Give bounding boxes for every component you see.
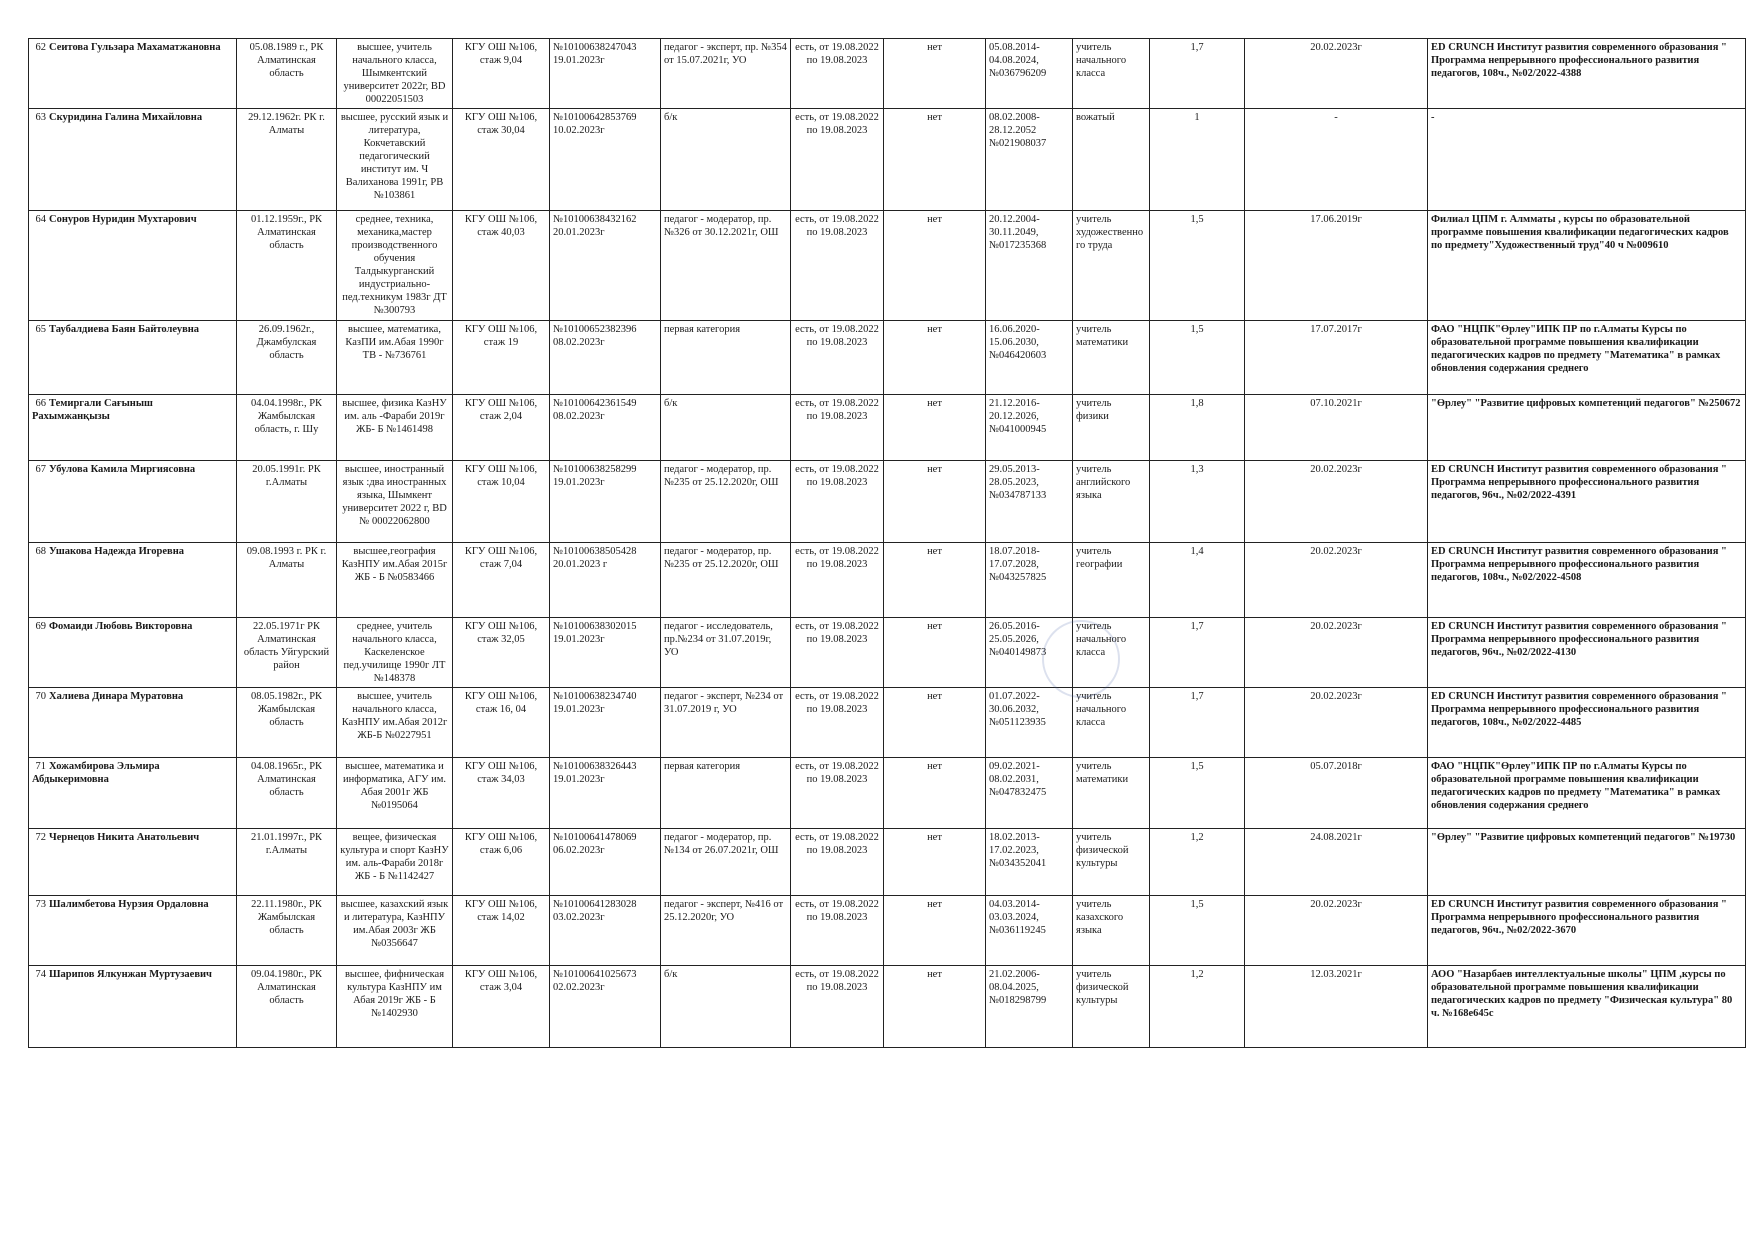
cell-load: 1,7 [1150,618,1245,688]
cell-order: №10100638505428 20.01.2023 г [550,543,661,618]
cell-school: КГУ ОШ №106, стаж 14,02 [453,896,550,966]
cell-order: №10100638302015 19.01.2023г [550,618,661,688]
cell-birth: 21.01.1997г., РК г.Алматы [237,829,337,896]
cell-load: 1,8 [1150,395,1245,461]
cell-other: нет [884,461,986,543]
cell-course-date: 20.02.2023г [1245,688,1428,758]
table-row [29,896,1746,966]
cell-school: КГУ ОШ №106, стаж 7,04 [453,543,550,618]
cell-load: 1,5 [1150,896,1245,966]
cell-school: КГУ ОШ №106, стаж 19 [453,321,550,395]
table-row [29,39,1746,109]
cell-load: 1,2 [1150,829,1245,896]
cell-name [29,896,237,966]
cell-cert: 20.12.2004-30.11.2049, №017235368 [986,211,1073,321]
cell-category: педагог - модератор, пр. №235 от 25.12.2020г, ОШ [661,461,791,543]
cell-course: Филиал ЦПМ г. Алмматы , курсы по образовательной программе повышения квалификации педагогических кадров по предмету"Художественный труд"40 ч №009610 [1428,211,1746,321]
cell-order: №10100652382396 08.02.2023г [550,321,661,395]
cell-course: АОО "Назарбаев интеллектуальные школы" ЦПМ ,курсы по образовательной программе повышения квалификации педагогических кадров по предмету "Физическая культура" 80 ч. №168е645с [1428,966,1746,1048]
cell-school: КГУ ОШ №106, стаж 32,05 [453,618,550,688]
cell-course-date: 20.02.2023г [1245,896,1428,966]
cell-course: ФАО "НЦПК"Өрлеу"ИПК ПР по г.Алматы Курсы по образовательной программе повышения квалификации педагогических кадров по предмету "Математика" в рамках обновления содержания среднего [1428,758,1746,829]
cell-education: высшее, казахский язык и литература, КазНПУ им.Абая 2003г ЖБ №0356647 [337,896,453,966]
teacher-name: Фомаиди Любовь Викторовна [49,621,193,632]
row-number: 67 [35,464,46,475]
cell-education: высшее,география КазНПУ им.Абая 2015г ЖБ - Б №0583466 [337,543,453,618]
cell-birth: 22.05.1971г РК Алматинская область Уйгурский район [237,618,337,688]
cell-school: КГУ ОШ №106, стаж 3,04 [453,966,550,1048]
cell-school: КГУ ОШ №106, стаж 34,03 [453,758,550,829]
cell-cert: 09.02.2021-08.02.2031, №047832475 [986,758,1073,829]
cell-school: КГУ ОШ №106, стаж 9,04 [453,39,550,109]
row-number: 64 [35,214,46,225]
cell-other: нет [884,688,986,758]
teacher-name: Хожамбирова Эльмира Абдыкеримовна [32,761,160,785]
cell-cert: 18.07.2018-17.07.2028, №043257825 [986,543,1073,618]
table-row [29,321,1746,395]
teacher-name: Ушакова Надежда Игоревна [49,546,184,557]
cell-position: учитель казахского языка [1073,896,1150,966]
cell-category: педагог - эксперт, пр. №354 от 15.07.2021г, УО [661,39,791,109]
cell-order: №10100641478069 06.02.2023г [550,829,661,896]
cell-other: нет [884,618,986,688]
cell-course: ED CRUNCH Институт развития современного образования " Программа непрерывного профессионального развития педагогов, 96ч., №02/2022-3670 [1428,896,1746,966]
cell-course: "Өрлеу" "Развитие цифровых компетенций педагогов" №19730 [1428,829,1746,896]
teacher-name: Шалимбетова Нурзия Ордаловна [49,899,209,910]
cell-category: б/к [661,966,791,1048]
cell-cert: 08.02.2008-28.12.2052 №021908037 [986,109,1073,211]
teacher-name: Халиева Динара Муратовна [49,691,184,702]
cell-position: учитель географии [1073,543,1150,618]
cell-position: учитель математики [1073,321,1150,395]
table-row [29,688,1746,758]
cell-other: нет [884,829,986,896]
cell-birth: 08.05.1982г., РК Жамбылская область [237,688,337,758]
cell-education: высшее, русский язык и литература, Кокчетавский педагогический институт им. Ч Валиханова 1991г, РВ №103861 [337,109,453,211]
cell-cert: 01.07.2022-30.06.2032, №051123935 [986,688,1073,758]
cell-attest: есть, от 19.08.2022 по 19.08.2023 [791,321,884,395]
cell-birth: 20.05.1991г. РК г.Алматы [237,461,337,543]
cell-name [29,829,237,896]
cell-position: учитель английского языка [1073,461,1150,543]
cell-name [29,211,237,321]
cell-education: вещее, физическая культура и спорт КазНУ им. аль-Фараби 2018г ЖБ - Б №1142427 [337,829,453,896]
teacher-name: Чернецов Никита Анатольевич [49,832,200,843]
teacher-name: Убулова Камила Миргиясовна [49,464,196,475]
cell-cert: 05.08.2014-04.08.2024, №036796209 [986,39,1073,109]
teacher-name: Сеитова Гульзара Махаматжановна [49,42,221,53]
cell-name [29,688,237,758]
cell-attest: есть, от 19.08.2022 по 19.08.2023 [791,395,884,461]
cell-other: нет [884,966,986,1048]
cell-category: первая категория [661,758,791,829]
cell-attest: есть, от 19.08.2022 по 19.08.2023 [791,758,884,829]
cell-course: - [1428,109,1746,211]
teacher-name: Скуридина Галина Михайловна [49,112,203,123]
cell-load: 1,5 [1150,758,1245,829]
cell-category: педагог - модератор, пр. №235 от 25.12.2020г, ОШ [661,543,791,618]
cell-education: среднее, техника, механика,мастер производственного обучения Талдыкурганский индустриально-пед.техникум 1983г ДТ №300793 [337,211,453,321]
cell-load: 1,7 [1150,39,1245,109]
cell-birth: 09.08.1993 г. РК г. Алматы [237,543,337,618]
table-row [29,618,1746,688]
teacher-name: Таубалдиева Баян Байтолеувна [49,324,200,335]
cell-attest: есть, от 19.08.2022 по 19.08.2023 [791,829,884,896]
cell-school: КГУ ОШ №106, стаж 30,04 [453,109,550,211]
cell-attest: есть, от 19.08.2022 по 19.08.2023 [791,461,884,543]
cell-course-date: 20.02.2023г [1245,39,1428,109]
cell-name [29,395,237,461]
cell-education: высшее, физика КазНУ им. аль -Фараби 2019г ЖБ- Б №1461498 [337,395,453,461]
table-row [29,461,1746,543]
roster-sheet [28,38,1745,1048]
cell-course-date: 17.06.2019г [1245,211,1428,321]
cell-other: нет [884,109,986,211]
teacher-name: Шарипов Ялкунжан Муртузаевич [49,969,212,980]
cell-load: 1,4 [1150,543,1245,618]
cell-course-date: 20.02.2023г [1245,618,1428,688]
cell-load: 1 [1150,109,1245,211]
cell-education: среднее, учитель начального класса, Каскеленское пед.училище 1990г ЛТ №148378 [337,618,453,688]
cell-order: №10100642853769 10.02.2023г [550,109,661,211]
cell-order: №10100641283028 03.02.2023г [550,896,661,966]
cell-attest: есть, от 19.08.2022 по 19.08.2023 [791,211,884,321]
cell-course: ED CRUNCH Институт развития современного образования " Программа непрерывного профессионального развития педагогов, 108ч., №02/2022-4508 [1428,543,1746,618]
cell-birth: 05.08.1989 г., РК Алматинская область [237,39,337,109]
cell-education: высшее, учитель начального класса, КазНПУ им.Абая 2012г ЖБ-Б №0227951 [337,688,453,758]
cell-course-date: 20.02.2023г [1245,461,1428,543]
cell-name [29,758,237,829]
cell-order: №10100641025673 02.02.2023г [550,966,661,1048]
row-number: 69 [35,621,46,632]
cell-position: учитель физической культуры [1073,829,1150,896]
cell-cert: 04.03.2014-03.03.2024, №036119245 [986,896,1073,966]
cell-school: КГУ ОШ №106, стаж 10,04 [453,461,550,543]
cell-cert: 21.12.2016-20.12.2026, №041000945 [986,395,1073,461]
cell-other: нет [884,896,986,966]
cell-attest: есть, от 19.08.2022 по 19.08.2023 [791,688,884,758]
cell-position: учитель математики [1073,758,1150,829]
cell-order: №10100638258299 19.01.2023г [550,461,661,543]
row-number: 65 [35,324,46,335]
table-body [29,39,1746,1048]
cell-school: КГУ ОШ №106, стаж 6,06 [453,829,550,896]
cell-position: учитель физической культуры [1073,966,1150,1048]
cell-attest: есть, от 19.08.2022 по 19.08.2023 [791,966,884,1048]
teacher-name: Сонуров Нуридин Мухтарович [49,214,197,225]
cell-name [29,109,237,211]
row-number: 63 [35,112,46,123]
cell-course: ED CRUNCH Институт развития современного образования " Программа непрерывного профессионального развития педагогов, 108ч., №02/2022-4388 [1428,39,1746,109]
row-number: 72 [35,832,46,843]
cell-birth: 29.12.1962г. РК г. Алматы [237,109,337,211]
cell-load: 1,5 [1150,321,1245,395]
cell-school: КГУ ОШ №106, стаж 16, 04 [453,688,550,758]
cell-cert: 21.02.2006-08.04.2025, №018298799 [986,966,1073,1048]
table-row [29,758,1746,829]
cell-other: нет [884,321,986,395]
cell-name [29,461,237,543]
cell-order: №10100642361549 08.02.2023г [550,395,661,461]
cell-cert: 29.05.2013-28.05.2023, №034787133 [986,461,1073,543]
faint-stamp [1042,620,1120,698]
cell-attest: есть, от 19.08.2022 по 19.08.2023 [791,896,884,966]
cell-name [29,618,237,688]
cell-birth: 01.12.1959г., РК Алматинская область [237,211,337,321]
cell-school: КГУ ОШ №106, стаж 2,04 [453,395,550,461]
cell-course: ED CRUNCH Институт развития современного образования " Программа непрерывного профессионального развития педагогов, 96ч., №02/2022-4391 [1428,461,1746,543]
row-number: 70 [35,691,46,702]
row-number: 73 [35,899,46,910]
cell-education: высшее, фифническая культура КазНПУ им Абая 2019г ЖБ - Б №1402930 [337,966,453,1048]
cell-position: учитель начального класса [1073,39,1150,109]
cell-course-date: 12.03.2021г [1245,966,1428,1048]
cell-category: педагог - исследователь, пр.№234 от 31.07.2019г, УО [661,618,791,688]
cell-course: ED CRUNCH Институт развития современного образования " Программа непрерывного профессионального развития педагогов, 96ч., №02/2022-4130 [1428,618,1746,688]
cell-attest: есть, от 19.08.2022 по 19.08.2023 [791,618,884,688]
cell-name [29,39,237,109]
cell-other: нет [884,758,986,829]
cell-category: б/к [661,395,791,461]
cell-order: №10100638247043 19.01.2023г [550,39,661,109]
cell-education: высшее, математика и информатика, АГУ им. Абая 2001г ЖБ №0195064 [337,758,453,829]
cell-cert: 18.02.2013-17.02.2023, №034352041 [986,829,1073,896]
cell-course-date: - [1245,109,1428,211]
cell-course-date: 20.02.2023г [1245,543,1428,618]
cell-position: учитель художественного труда [1073,211,1150,321]
row-number: 68 [35,546,46,557]
cell-other: нет [884,211,986,321]
cell-attest: есть, от 19.08.2022 по 19.08.2023 [791,109,884,211]
cell-category: первая категория [661,321,791,395]
row-number: 62 [35,42,46,53]
cell-other: нет [884,543,986,618]
table-row [29,543,1746,618]
cell-course: ФАО "НЦПК"Өрлеу"ИПК ПР по г.Алматы Курсы по образовательной программе повышения квалификации педагогических кадров по предмету "Математика" в рамках обновления содержания среднего [1428,321,1746,395]
table-row [29,211,1746,321]
table-row [29,966,1746,1048]
row-number: 66 [35,398,46,409]
cell-other: нет [884,395,986,461]
cell-course-date: 07.10.2021г [1245,395,1428,461]
cell-education: высшее, иностранный язык :два иностранных языка, Шымкент университет 2022 г, BD № 00022062800 [337,461,453,543]
cell-name [29,321,237,395]
staff-table [28,38,1746,1048]
table-row [29,109,1746,211]
cell-category: педагог - эксперт, №234 от 31.07.2019 г, УО [661,688,791,758]
cell-course: ED CRUNCH Институт развития современного образования " Программа непрерывного профессионального развития педагогов, 108ч., №02/2022-4485 [1428,688,1746,758]
cell-position: учитель физики [1073,395,1150,461]
cell-category: педагог - эксперт, №416 от 25.12.2020г, УО [661,896,791,966]
cell-load: 1,5 [1150,211,1245,321]
cell-load: 1,2 [1150,966,1245,1048]
cell-course: "Өрлеу" "Развитие цифровых компетенций педагогов" №250672 [1428,395,1746,461]
cell-course-date: 17.07.2017г [1245,321,1428,395]
cell-course-date: 05.07.2018г [1245,758,1428,829]
cell-cert: 26.05.2016-25.05.2026, №040149873 [986,618,1073,688]
cell-attest: есть, от 19.08.2022 по 19.08.2023 [791,543,884,618]
row-number: 74 [35,969,46,980]
cell-category: педагог - модератор, пр. №326 от 30.12.2021г, ОШ [661,211,791,321]
cell-education: высшее, учитель начального класса, Шымкентский университет 2022г, BD 00022051503 [337,39,453,109]
cell-attest: есть, от 19.08.2022 по 19.08.2023 [791,39,884,109]
cell-category: б/к [661,109,791,211]
cell-position: учитель начального класса [1073,618,1150,688]
cell-birth: 09.04.1980г., РК Алматинская область [237,966,337,1048]
cell-birth: 04.08.1965г., РК Алматинская область [237,758,337,829]
cell-order: №10100638326443 19.01.2023г [550,758,661,829]
cell-other: нет [884,39,986,109]
cell-birth: 22.11.1980г., РК Жамбылская область [237,896,337,966]
cell-birth: 26.09.1962г., Джамбулская область [237,321,337,395]
cell-order: №10100638234740 19.01.2023г [550,688,661,758]
cell-order: №10100638432162 20.01.2023г [550,211,661,321]
teacher-name: Темиргали Сағыныш Рахымжанқызы [32,398,153,422]
row-number: 71 [35,761,46,772]
cell-load: 1,3 [1150,461,1245,543]
cell-birth: 04.04.1998г., РК Жамбылская область, г. Шу [237,395,337,461]
cell-education: высшее, математика, КазПИ им.Абая 1990г ТВ - №736761 [337,321,453,395]
cell-name [29,966,237,1048]
cell-category: педагог - модератор, пр. №134 от 26.07.2021г, ОШ [661,829,791,896]
cell-school: КГУ ОШ №106, стаж 40,03 [453,211,550,321]
cell-position: учитель начального класса [1073,688,1150,758]
cell-cert: 16.06.2020-15.06.2030, №046420603 [986,321,1073,395]
table-row [29,395,1746,461]
cell-load: 1,7 [1150,688,1245,758]
cell-name [29,543,237,618]
cell-course-date: 24.08.2021г [1245,829,1428,896]
table-row [29,829,1746,896]
cell-position: вожатый [1073,109,1150,211]
